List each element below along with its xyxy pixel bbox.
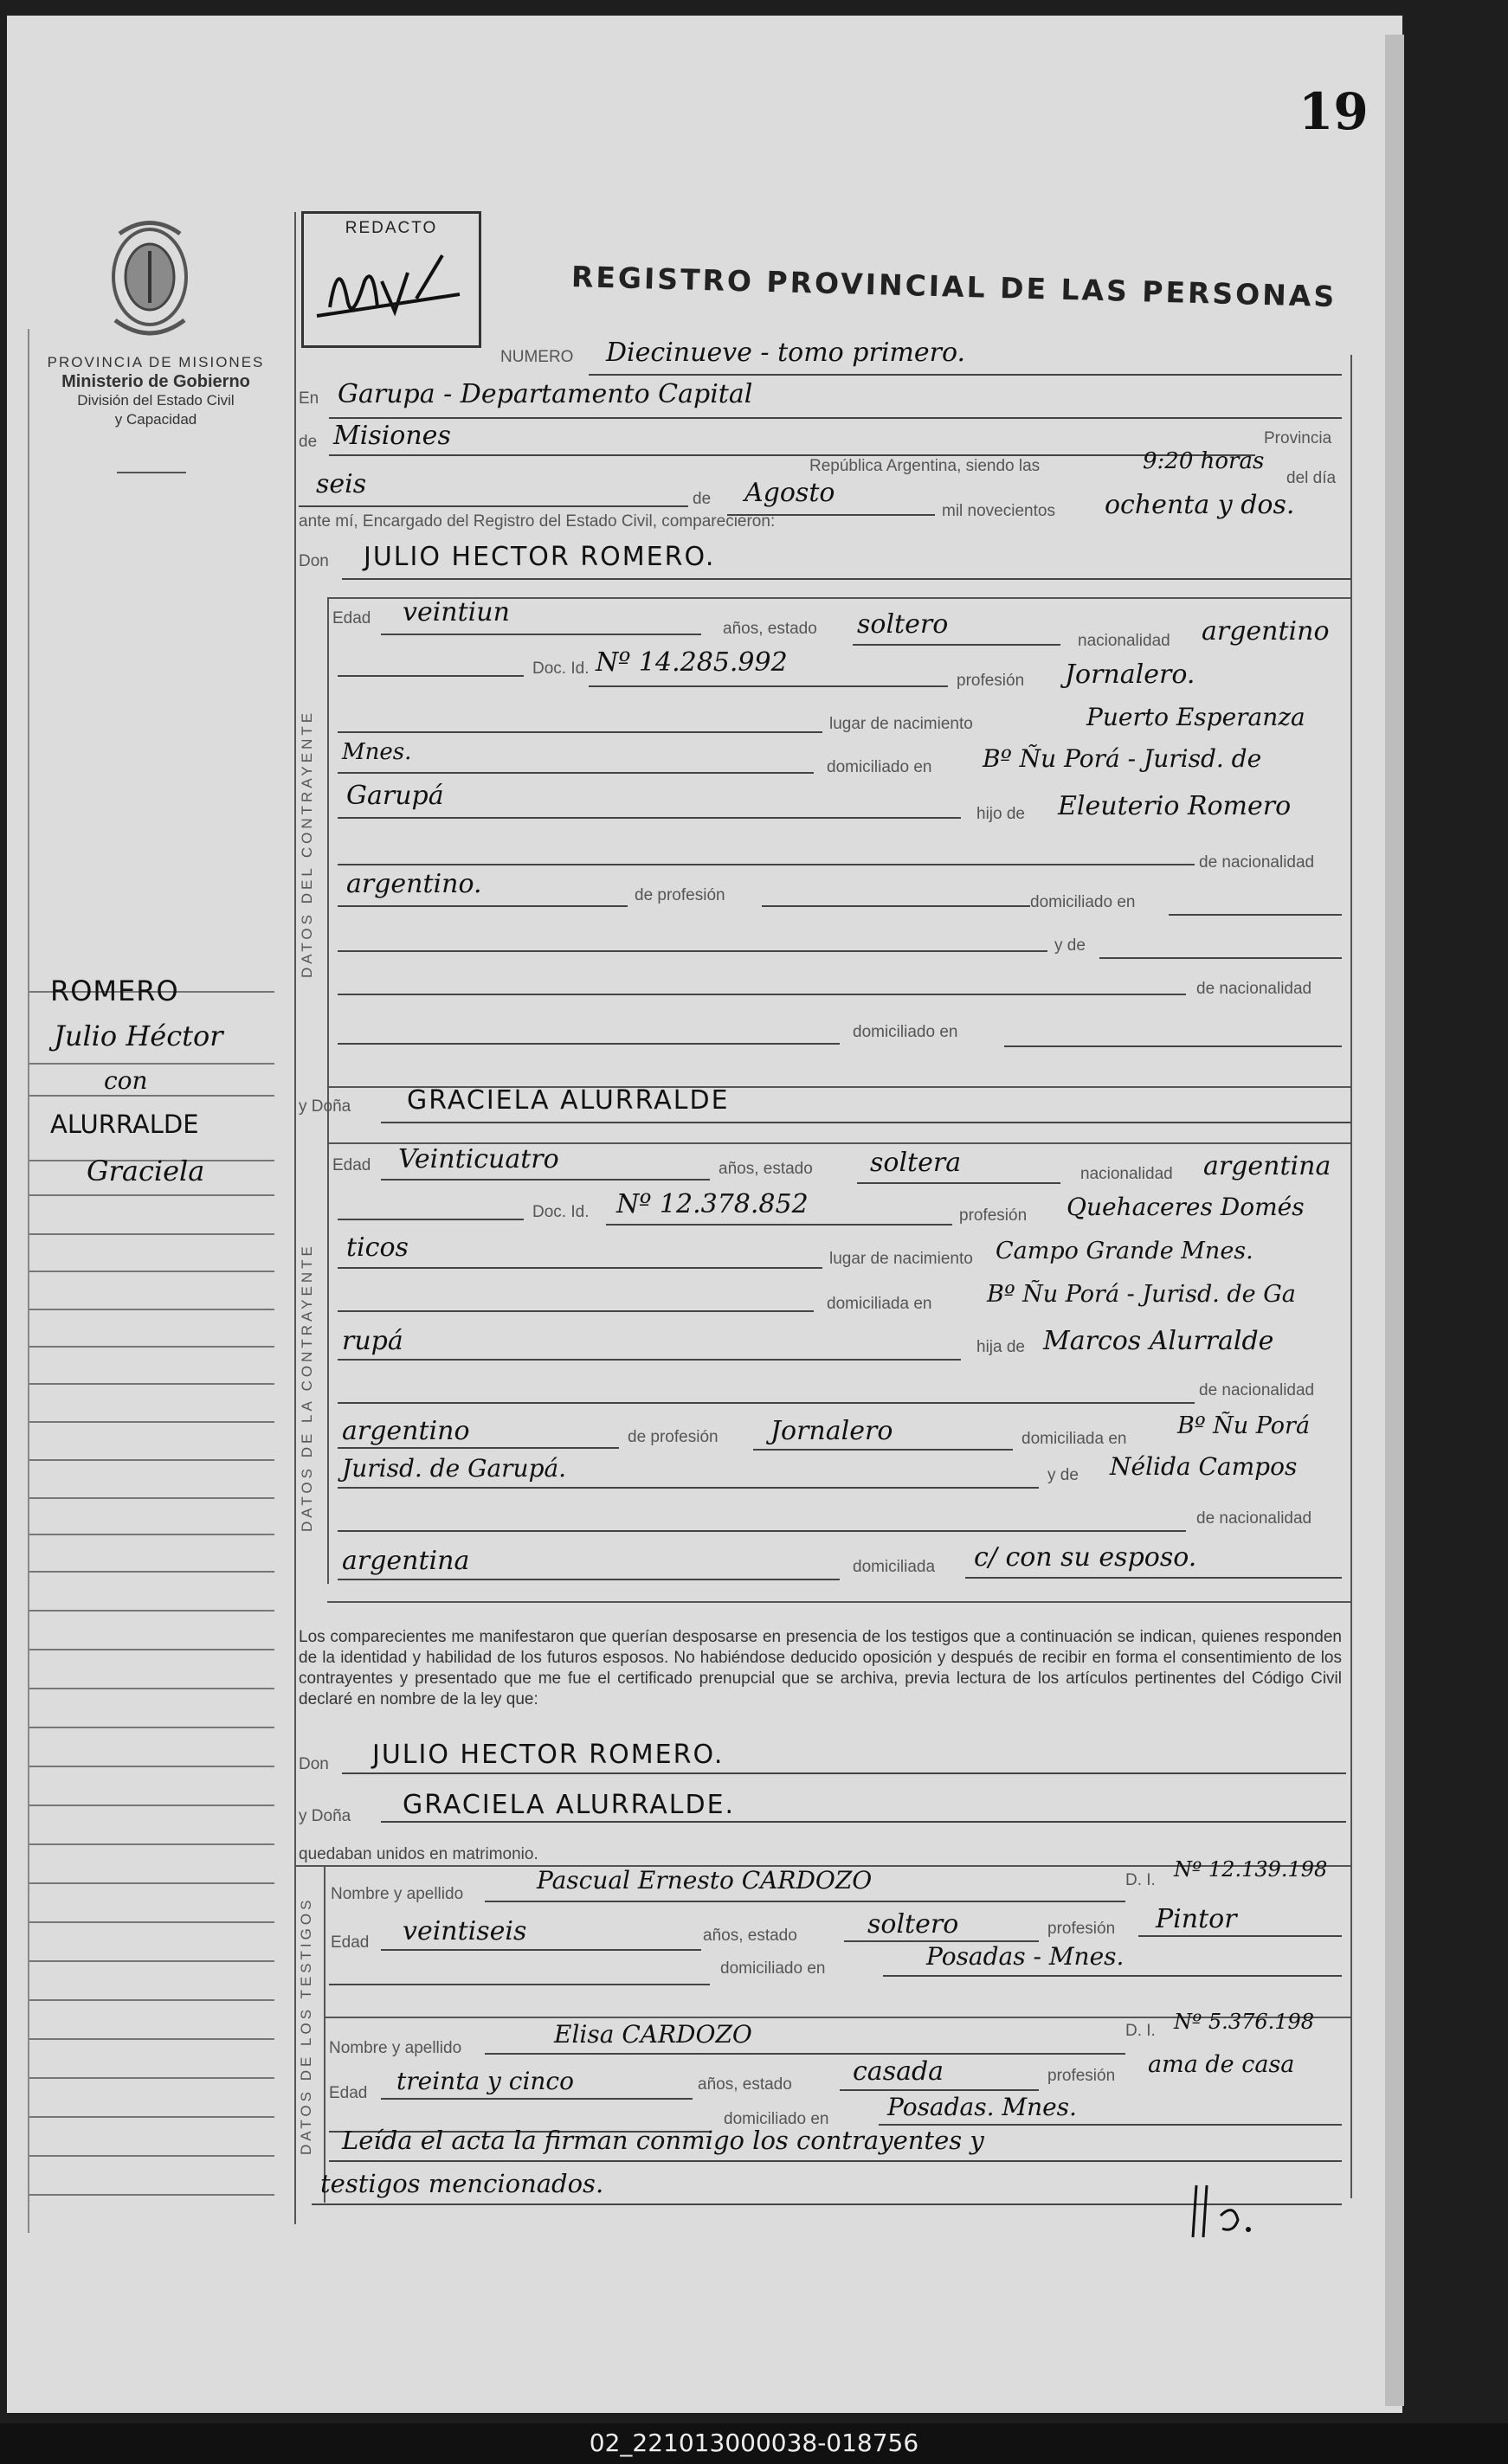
- margin-rule: [28, 1921, 274, 1923]
- margin-rule: [28, 1095, 274, 1097]
- margin-rule: [28, 1727, 274, 1728]
- hora-value: 9:20 horas: [1143, 448, 1265, 474]
- groom-madre-dom-underline: [1004, 1045, 1342, 1047]
- decl-dona-underline: [381, 1821, 1346, 1823]
- decl-don-underline: [342, 1772, 1346, 1774]
- groom-dom2-label: domiciliado en: [853, 1023, 958, 1041]
- del-dia-label: del día: [1286, 469, 1337, 487]
- groom-de-prof-label: de profesión: [635, 886, 725, 904]
- ante-label: ante mí, Encargado del Registro del Estado Civil, comparecieron:: [299, 512, 776, 531]
- bride-de-nac2-label: de nacionalidad: [1196, 1509, 1312, 1528]
- header-capacity: y Capacidad: [114, 411, 197, 428]
- w2-nombre-label: Nombre y apellido: [329, 2039, 462, 2057]
- groom-domicilio-value: Bº Ñu Porá - Jurisd. de: [983, 744, 1262, 773]
- bride-doc-value: Nº 12.378.852: [616, 1189, 809, 1219]
- bride-madre-value: Nélida Campos: [1110, 1452, 1298, 1481]
- margin-rule: [28, 1271, 274, 1272]
- bride-padre-prof: Jornalero: [770, 1416, 893, 1446]
- w1-edad-label: Edad: [331, 1933, 370, 1952]
- margin-rule: [28, 2116, 274, 2118]
- margin-rule: [28, 1194, 274, 1196]
- decl-don-label: Don: [299, 1755, 329, 1773]
- mes-value: Agosto: [744, 478, 835, 508]
- bride-edad-label: Edad: [332, 1156, 371, 1174]
- groom-lugar-label: lugar de nacimiento: [829, 715, 973, 733]
- w2-estado-value: casada: [853, 2056, 944, 2087]
- groom-doc-value: Nº 14.285.992: [596, 647, 788, 678]
- groom-madre-name-underline: [1099, 957, 1342, 959]
- numero-value: Diecinueve - tomo primero.: [606, 338, 966, 368]
- margin-rule: [28, 2038, 274, 2040]
- margin-rule: [28, 1999, 274, 2001]
- numero-label: NUMERO: [500, 348, 574, 366]
- margin-rule: [28, 1649, 274, 1650]
- bride-domicilio-cont-underline: [338, 1359, 961, 1361]
- bride-madre-dom: c/ con su esposo.: [974, 1542, 1197, 1573]
- bride-nacionalidad-value: argentina: [1203, 1151, 1331, 1181]
- margin-rule: [28, 1063, 274, 1065]
- groom-dom-label: domiciliado en: [1030, 893, 1136, 911]
- w1-edad-value: veintiseis: [403, 1916, 527, 1946]
- bride-profesion-label: profesión: [959, 1206, 1028, 1225]
- anio-value: ochenta y dos.: [1105, 490, 1295, 520]
- w1-profesion-underline: [1138, 1935, 1342, 1937]
- numero-underline: [589, 374, 1342, 376]
- closing-line-1-underline: [329, 2160, 1342, 2162]
- groom-doc-label: Doc. Id.: [532, 659, 590, 678]
- groom-hijo-label: hijo de: [976, 805, 1025, 823]
- header-division: División del Estado Civil: [77, 392, 235, 409]
- bride-domicilio-value: Bº Ñu Porá - Jurisd. de Ga: [987, 1281, 1296, 1308]
- margin-surname-1: ROMERO: [50, 975, 179, 1007]
- redacto-stamp: [301, 211, 481, 348]
- witness-inner-line: [324, 1865, 325, 2203]
- groom-doc-pre-underline: [338, 675, 524, 677]
- declaration-text: Los comparecientes me manifestaron que querían desposarse en presencia de los testigos que a continuación se indican, quienes responden de la identidad y habilidad de los futuros esposos. No habiéndose deducido oposición y después de recibir en forma el consentimiento de los contrayentes y presentado que me fue el certificado prenupcial que se archiva, previa lectura de los artículos pertinentes del Código Civil declaré en nombre de la ley que:: [299, 1628, 1342, 1708]
- bride-padre-dom: Bº Ñu Porá: [1177, 1412, 1311, 1439]
- margin-con: con: [104, 1066, 148, 1095]
- w1-dom-pre-underline: [329, 1984, 710, 1985]
- groom-padre-underline: [338, 864, 1195, 865]
- header-province: PROVINCIA DE MISIONES: [47, 354, 265, 370]
- bride-lugar-value: Campo Grande Mnes.: [996, 1238, 1253, 1264]
- bride-padre-nac-underline: [338, 1447, 619, 1449]
- w2-nombre-value: Elisa CARDOZO: [554, 2020, 752, 2049]
- w2-dom-label: domiciliado en: [724, 2110, 829, 2128]
- witness-section-label: DATOS DE LOS TESTIGOS: [298, 1896, 314, 2155]
- register-title: REGISTRO PROVINCIAL DE LAS PERSONAS: [570, 260, 1337, 314]
- groom-domicilio-label: domiciliado en: [827, 758, 932, 776]
- groom-profesion-label: profesión: [957, 672, 1025, 690]
- margin-rule: [28, 1610, 274, 1612]
- decl-unidos: quedaban unidos en matrimonio.: [299, 1845, 538, 1863]
- bride-anios-label: años, estado: [719, 1160, 813, 1178]
- groom-anios-label: años, estado: [723, 620, 817, 638]
- bride-padre-nac: argentino: [342, 1416, 470, 1446]
- bride-de-prof-label: de profesión: [628, 1428, 719, 1446]
- bride-padre-value: Marcos Alurralde: [1043, 1326, 1274, 1356]
- bride-madre-dom-underline: [965, 1577, 1342, 1579]
- footer-id: 02_221013000038-018756: [589, 2429, 919, 2457]
- page-number: 19: [1299, 82, 1369, 141]
- closing-line-2: testigos mencionados.: [320, 2169, 604, 2198]
- w1-nombre-underline: [485, 1901, 1125, 1902]
- en-value: Garupa - Departamento Capital: [338, 379, 753, 409]
- de-underline: [329, 454, 1255, 456]
- groom-madre-underline: [338, 950, 1047, 952]
- closing-line-1: Leída el acta la firman conmigo los contrayentes y: [342, 2126, 984, 2155]
- don-label: Don: [299, 552, 329, 570]
- margin-rule: [28, 1534, 274, 1535]
- bride-section-label: DATOS DE LA CONTRAYENTE: [299, 1243, 315, 1532]
- groom-profesion-value: Jornalero.: [1065, 659, 1195, 690]
- mil-label: mil novecientos: [942, 502, 1055, 520]
- margin-name-1: Julio Héctor: [54, 1020, 223, 1052]
- groom-edad-value: veintiun: [403, 597, 510, 627]
- groom-lugar-cont-underline: [338, 772, 814, 774]
- groom-lugar-value: Puerto Esperanza: [1086, 703, 1305, 731]
- bride-doc-label: Doc. Id.: [532, 1203, 590, 1221]
- bride-dona-value: GRACIELA ALURRALDE: [407, 1085, 730, 1116]
- groom-madre-dom-pre-underline: [338, 1043, 840, 1045]
- closing-mark-icon: [1186, 2181, 1264, 2242]
- margin-left-line: [28, 329, 29, 2233]
- bride-madre-nac-underline: [338, 1579, 840, 1580]
- header-ministry: Ministerio de Gobierno: [61, 372, 250, 391]
- provincia-label: Provincia: [1264, 429, 1332, 447]
- bride-doc-underline: [606, 1224, 952, 1226]
- decl-dona-value: GRACIELA ALURRALDE.: [403, 1790, 736, 1820]
- margin-rule: [28, 1459, 274, 1461]
- republica-label: República Argentina, siendo las: [809, 457, 1041, 475]
- w2-edad-value: treinta y cinco: [396, 2067, 574, 2095]
- bride-domicilio-label: domiciliada en: [827, 1295, 932, 1313]
- margin-rule: [28, 1766, 274, 1767]
- bride-profesion-value: Quehaceres Domés: [1067, 1193, 1305, 1221]
- groom-de-nac-label: de nacionalidad: [1199, 853, 1315, 872]
- w2-nombre-underline: [485, 2053, 1125, 2055]
- w1-dom-value: Posadas - Mnes.: [926, 1942, 1125, 1971]
- w1-estado-value: soltero: [867, 1909, 959, 1940]
- don-value: JULIO HECTOR ROMERO.: [364, 542, 716, 572]
- bride-hija-label: hija de: [976, 1338, 1025, 1356]
- w2-edad-underline: [381, 2098, 693, 2100]
- bride-bottom-rule: [327, 1601, 1350, 1603]
- bride-dona-label: y Doña: [299, 1097, 351, 1116]
- margin-rule: [28, 1309, 274, 1310]
- w1-nombre-label: Nombre y apellido: [331, 1885, 464, 1903]
- margin-rule: [28, 1571, 274, 1573]
- w2-di-value: Nº 5.376.198: [1174, 2010, 1315, 2034]
- margin-surname-2: ALURRALDE: [50, 1110, 199, 1139]
- groom-madre-nac-underline: [338, 994, 1186, 995]
- w2-estado-underline: [840, 2089, 1039, 2091]
- bride-dona-underline: [381, 1122, 1350, 1123]
- bride-de-nac-label: de nacionalidad: [1199, 1381, 1315, 1399]
- w1-nombre-value: Pascual Ernesto CARDOZO: [537, 1866, 873, 1895]
- margin-rule: [28, 1805, 274, 1806]
- margin-rule: [28, 1882, 274, 1884]
- bride-madre-nac: argentina: [342, 1546, 470, 1576]
- groom-edad-label: Edad: [332, 609, 371, 627]
- margin-rule: [28, 1497, 274, 1499]
- en-underline: [329, 417, 1342, 419]
- groom-domicilio-cont: Garupá: [346, 781, 444, 811]
- en-label: En: [299, 389, 319, 408]
- bride-doc-pre-underline: [338, 1219, 524, 1220]
- w1-profesion-label: profesión: [1047, 1920, 1116, 1938]
- frame-right-line: [1350, 355, 1352, 2198]
- stamp-label: REDACTO: [345, 219, 438, 237]
- bride-madre-underline: [338, 1530, 1186, 1532]
- groom-padre-nac: argentino.: [346, 869, 482, 899]
- bride-edad-value: Veinticuatro: [398, 1144, 559, 1174]
- page-edge: [1385, 35, 1404, 2406]
- groom-padre-value: Eleuterio Romero: [1058, 791, 1292, 821]
- margin-rule: [28, 1383, 274, 1385]
- groom-padre-prof-underline: [762, 905, 1030, 907]
- groom-estado-value: soltero: [857, 609, 949, 640]
- margin-rule: [28, 1688, 274, 1689]
- de-mes-label: de: [693, 490, 712, 508]
- bride-estado-value: soltera: [870, 1148, 962, 1178]
- margin-name-2: Graciela: [87, 1155, 205, 1187]
- bride-y-de-label: y de: [1047, 1466, 1079, 1484]
- frame-left-line: [294, 212, 296, 2224]
- w1-dom-label: domiciliado en: [720, 1959, 826, 1978]
- w2-dom-value: Posadas. Mnes.: [887, 2093, 1077, 2121]
- margin-rule: [28, 2155, 274, 2157]
- bride-dom-pre-underline: [338, 1310, 814, 1312]
- de-value: Misiones: [333, 421, 451, 451]
- decl-don-value: JULIO HECTOR ROMERO.: [372, 1740, 725, 1770]
- bride-nacionalidad-label: nacionalidad: [1080, 1165, 1173, 1183]
- w1-profesion-value: Pintor: [1156, 1904, 1237, 1934]
- margin-rule: [28, 1233, 274, 1235]
- groom-padre-nac-underline: [338, 905, 628, 907]
- w2-profesion-value: ama de casa: [1148, 2051, 1295, 2078]
- w2-profesion-label: profesión: [1047, 2067, 1116, 2085]
- dia-value: seis: [316, 469, 367, 499]
- dia-underline: [299, 505, 688, 507]
- groom-de-nac2-label: de nacionalidad: [1196, 980, 1312, 998]
- bride-padre-dom-cont: Jurisd. de Garupá.: [342, 1454, 567, 1483]
- bride-dom-label: domiciliada en: [1021, 1430, 1127, 1448]
- groom-padre-dom-underline: [1169, 914, 1342, 916]
- bride-estado-underline: [857, 1182, 1060, 1184]
- bride-padre-dom-cont-underline: [338, 1487, 1039, 1489]
- bride-profesion-cont-underline: [338, 1267, 822, 1269]
- groom-y-de-label: y de: [1054, 936, 1086, 955]
- w1-di-value: Nº 12.139.198: [1174, 1857, 1328, 1882]
- bride-padre-underline: [338, 1402, 1195, 1404]
- w2-edad-label: Edad: [329, 2084, 368, 2102]
- groom-lugar-pre-underline: [338, 731, 822, 733]
- don-underline: [342, 578, 1350, 580]
- groom-doc-underline: [589, 685, 948, 687]
- groom-domicilio-cont-underline: [338, 817, 961, 819]
- issuer-header: [26, 353, 286, 429]
- decl-dona-label: y Doña: [299, 1807, 351, 1825]
- margin-rule: [28, 2194, 274, 2196]
- bride-lugar-label: lugar de nacimiento: [829, 1250, 973, 1268]
- groom-nacionalidad-label: nacionalidad: [1078, 632, 1170, 650]
- margin-rule: [28, 2077, 274, 2079]
- w2-anios-label: años, estado: [698, 2075, 792, 2094]
- bride-profesion-cont: ticos: [346, 1232, 409, 1263]
- coat-of-arms-icon: [102, 216, 197, 342]
- w1-anios-label: años, estado: [703, 1927, 797, 1945]
- margin-rule: [28, 1346, 274, 1348]
- bride-dom2-label: domiciliada: [853, 1558, 936, 1576]
- w2-di-label: D. I.: [1125, 2022, 1156, 2040]
- w1-di-label: D. I.: [1125, 1871, 1156, 1889]
- groom-estado-underline: [853, 644, 1060, 646]
- groom-edad-underline: [381, 634, 701, 635]
- groom-nacionalidad-value: argentino: [1202, 616, 1330, 647]
- groom-section-label: DATOS DEL CONTRAYENTE: [299, 709, 315, 978]
- w1-dom-underline: [883, 1975, 1342, 1977]
- margin-rule: [28, 1843, 274, 1845]
- bride-padre-prof-underline: [753, 1449, 1013, 1451]
- bride-domicilio-cont: rupá: [342, 1326, 403, 1356]
- bride-edad-underline: [381, 1179, 710, 1181]
- de-label: de: [299, 433, 318, 451]
- signature-icon: [313, 247, 468, 333]
- w1-edad-underline: [381, 1949, 701, 1951]
- section-inner-line: [327, 597, 329, 1584]
- groom-lugar-cont: Mnes.: [342, 739, 412, 765]
- margin-rule: [28, 1421, 274, 1423]
- header-rule: [117, 472, 186, 473]
- margin-rule: [28, 1960, 274, 1962]
